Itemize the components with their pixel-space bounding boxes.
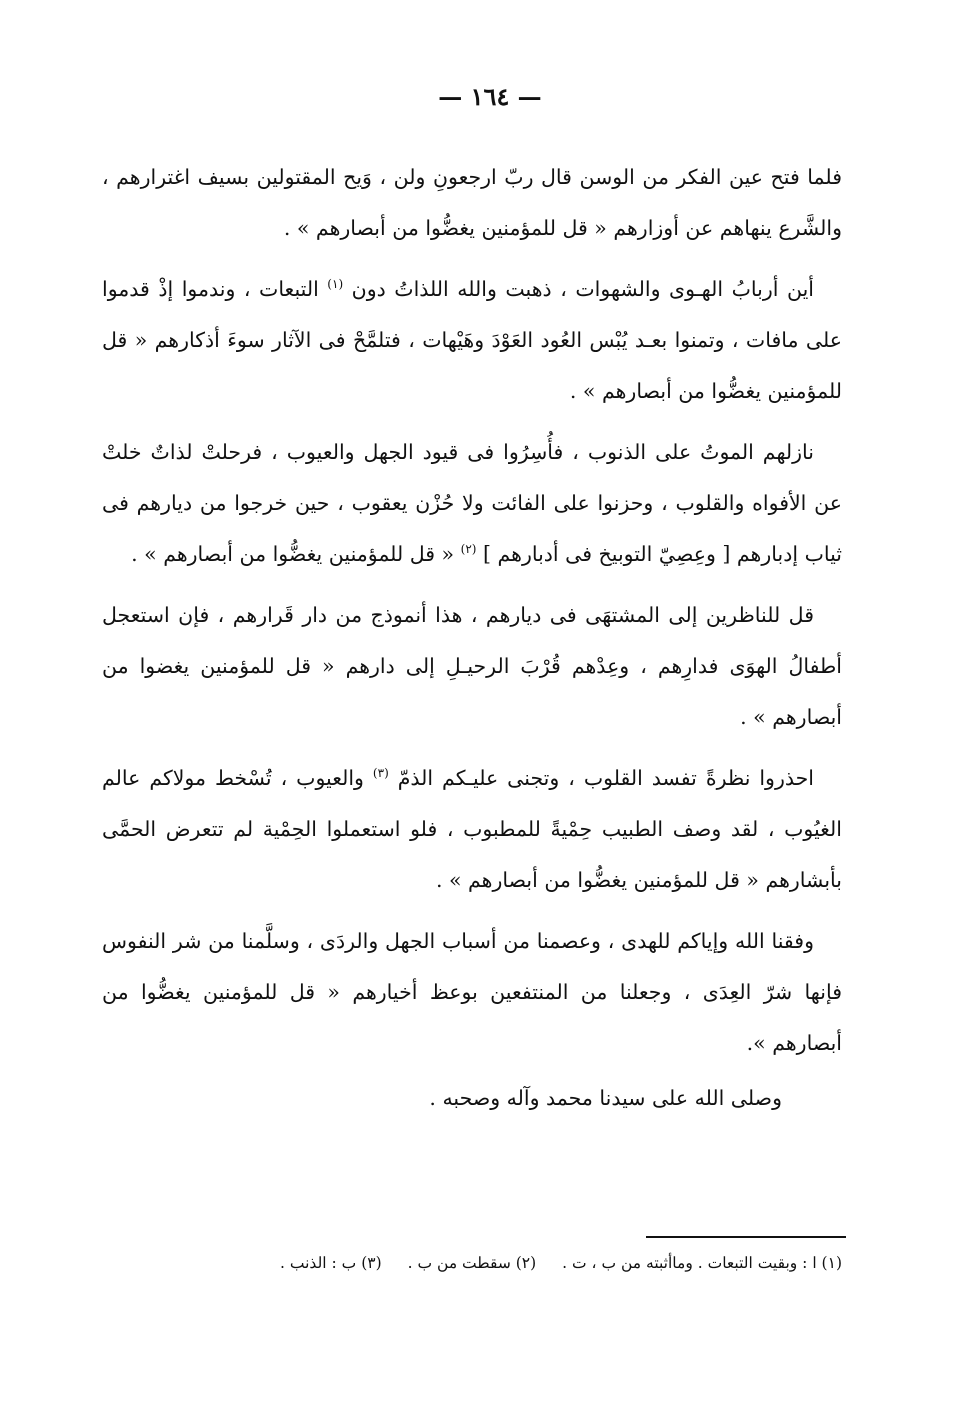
footnote-3: (٣) ب : الذنب .: [280, 1254, 382, 1272]
paragraph-3: [102, 427, 842, 580]
paragraph-6: وفقنا الله وإياكم للهدى ، وعصمنا من أسباب الجهل والردَى ، وسلَّمنا من شر النفوس فإنها شرّ العِدَى ، وجعلنا من المنتفعين بوعظ أخيارهم « قل للمؤمنين يغضُّوا من أبصارهم ».: [102, 929, 842, 1055]
paragraph-5-part-1: احذروا نظرةً تفسد القلوب ، وتجنى عليـكم الذمّ: [388, 766, 814, 790]
footnote-1: (١) ا : وبقيت التبعات . وماأثبته من ب ، ت .: [562, 1254, 842, 1272]
page-number: — ١٦٤ —: [438, 82, 542, 111]
main-text: [102, 152, 842, 1134]
paragraph-1: فلما فتح عين الفكر من الوسن قال ربّ ارجعونِ ولن ، وَيح المقتولين بسيف اغترارهم ، والشَّرع ينهاهم عن أوزارهم « قل للمؤمنين يغضُّوا من أبصارهم » .: [102, 165, 842, 240]
paragraph-5-part-2: والعيوب ، تُسْخط مولاكم عالم الغيُوب ، لقد وصف الطبيب حِمْيةً للمطبوب ، فلو استعملوا الحِمْية لم تتعرض الحمَّى بأبشارهم « قل للمؤمنين يغضُّوا من أبصارهم » .: [102, 766, 842, 892]
paragraph-3-part-2: « قل للمؤمنين يغضُّوا من أبصارهم » .: [131, 542, 461, 566]
paragraph-2: [102, 264, 842, 417]
footnote-separator: [646, 1236, 846, 1238]
footnotes: [102, 1251, 842, 1275]
footnote-ref-2: (٢): [460, 542, 477, 557]
footnote-ref-3: (٣): [372, 766, 389, 781]
footnote-2: (٢) سقطت من ب .: [407, 1254, 537, 1272]
footnote-ref-1: (١): [327, 277, 344, 292]
paragraph-2-part-1: أين أربابُ الهـوى والشهوات ، ذهبت والله اللذاتُ دون: [343, 277, 814, 301]
paragraph-5: [102, 753, 842, 906]
paragraph-2-part-2: التبعات ، وندموا إذْ قدموا على مافات ، وتمنوا بعـد يُبْس العُود العَوْدَ وهَيْهات ، فتلمَّحْ فى الآثار سوءَ أذكارهم « قل للمؤمنين يغضُّوا من أبصارهم » .: [102, 277, 842, 403]
paragraph-3-part-1: نازلهم الموتُ على الذنوب ، فأُسِرُوا فى قيود الجهل والعيوب ، فرحلتْ لذاتٌ خلتْ عن الأفواه والقلوب ، وحزنوا على الفائت ولا حُزْن يعقوب ، حين خرجوا من ديارهم فى ثياب إدبارهم [ وعِصِيّ التوبيخ فى أدبارهم ]: [102, 440, 842, 566]
paragraph-4: قل للناظرين إلى المشتهَى فى ديارهم ، هذا أنموذج من دار قَرارهم ، فإن استعجل أطفالُ الهوَى فدارِهم ، وعِدْهم قُرْبَ الرحيـلِ إلى دارهم « قل للمؤمنين يغضوا من أبصارهم » .: [102, 603, 842, 729]
closing-line: وصلى الله على سيدنا محمد وآله وصحبه .: [429, 1086, 782, 1110]
